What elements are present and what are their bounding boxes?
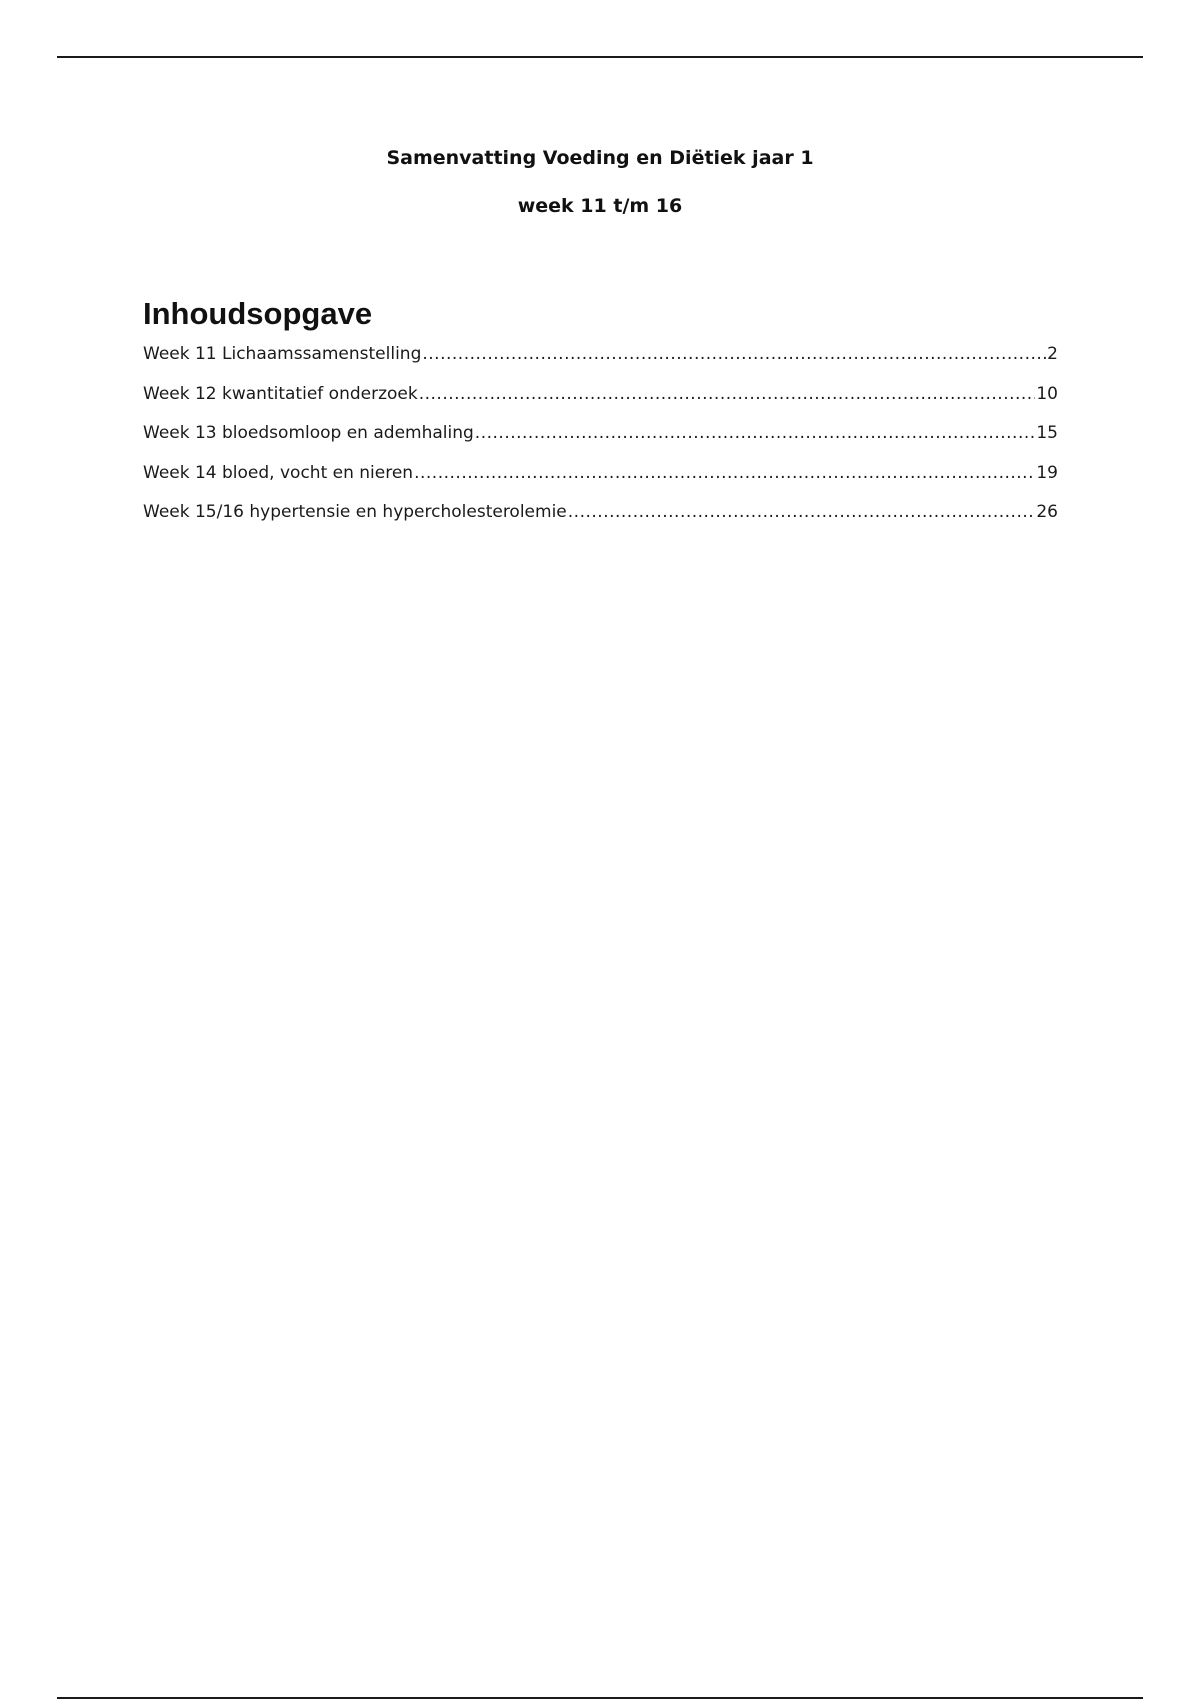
toc-entry-week-15-16[interactable] — [143, 500, 1058, 540]
table-of-contents — [143, 294, 1058, 540]
toc-dot-leader — [475, 421, 1036, 445]
toc-dot-leader — [422, 342, 1046, 366]
toc-page-number: 10 — [1036, 383, 1058, 404]
toc-dot-leader — [419, 382, 1036, 406]
toc-page-number: 2 — [1047, 344, 1058, 364]
header-rule — [57, 56, 1143, 58]
footer-rule — [57, 1697, 1143, 1699]
toc-entry-label: Week 13 bloedsomloop en ademhaling — [143, 423, 474, 443]
toc-page-number: 15 — [1036, 423, 1058, 443]
toc-heading: Inhoudsopgave — [143, 296, 373, 331]
toc-page-number: 26 — [1036, 502, 1058, 522]
document-subtitle: week 11 t/m 16 — [517, 195, 683, 217]
toc-entry-week-14[interactable] — [143, 461, 1058, 501]
toc-entry-week-11[interactable] — [143, 342, 1058, 382]
toc-dot-leader — [568, 500, 1036, 524]
toc-entry-week-12[interactable] — [143, 382, 1058, 422]
toc-entry-label: Week 11 Lichaamssamenstelling — [143, 344, 422, 364]
toc-dot-leader — [414, 461, 1035, 485]
toc-entry-label: Week 14 bloed, vocht en nieren — [143, 462, 414, 483]
toc-list — [143, 342, 1058, 540]
document-title: Samenvatting Voeding en Diëtiek jaar 1 — [386, 147, 814, 169]
toc-entry-week-13[interactable] — [143, 421, 1058, 461]
toc-page-number: 19 — [1036, 462, 1058, 483]
toc-entry-label: Week 12 kwantitatief onderzoek — [143, 383, 418, 404]
toc-entry-label: Week 15/16 hypertensie en hypercholesterolemie — [143, 502, 567, 522]
